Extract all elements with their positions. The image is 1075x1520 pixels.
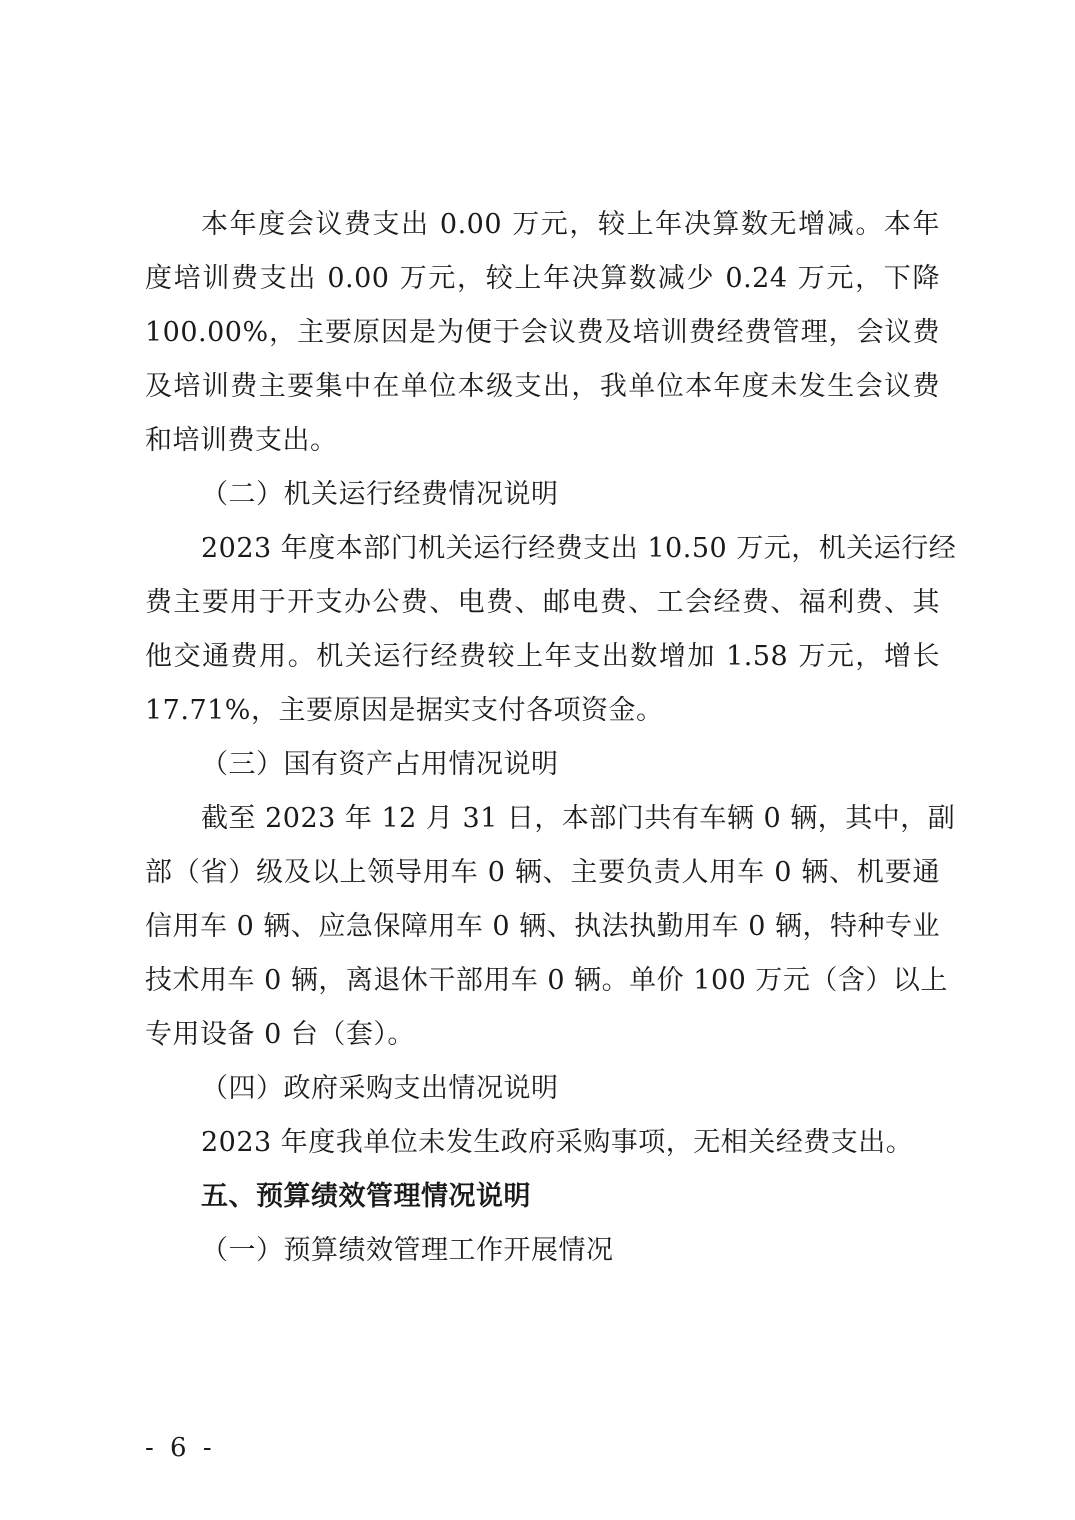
- text-line: 专用设备 0 台（套）。: [145, 1019, 415, 1050]
- text-line: 本年度会议费支出 0.00 万元，较上年决算数无增减。本年: [201, 209, 940, 240]
- text-line: 2023 年度我单位未发生政府采购事项，无相关经费支出。: [201, 1127, 914, 1158]
- text-line: 度培训费支出 0.00 万元，较上年决算数减少 0.24 万元，下降: [145, 263, 940, 294]
- paragraph-meeting-training: [145, 198, 940, 468]
- text-line: 及培训费主要集中在单位本级支出，我单位本年度未发生会议费: [145, 371, 940, 402]
- text-line: 费主要用于开支办公费、电费、邮电费、工会经费、福利费、其: [145, 587, 940, 618]
- heading-operating-expenses: （二）机关运行经费情况说明: [201, 479, 559, 510]
- text-line: 和培训费支出。: [145, 425, 338, 456]
- text-line: 17.71%，主要原因是据实支付各项资金。: [145, 695, 664, 726]
- subsection-title-performance-work: （一）预算绩效管理工作开展情况: [201, 1235, 614, 1266]
- text-line: 100.00%，主要原因是为便于会议费及培训费经费管理，会议费: [145, 317, 940, 348]
- text-line: 技术用车 0 辆，离退休干部用车 0 辆。单价 100 万元（含）以上: [145, 965, 948, 996]
- paragraph-government-procurement: [145, 1116, 940, 1170]
- heading-state-assets: （三）国有资产占用情况说明: [201, 749, 559, 780]
- text-line: 部（省）级及以上领导用车 0 辆、主要负责人用车 0 辆、机要通: [145, 857, 940, 888]
- document-body: [145, 198, 957, 1278]
- paragraph-state-assets: [145, 792, 956, 1062]
- page-number: - 6 -: [145, 1433, 216, 1463]
- section-title-performance: 五、预算绩效管理情况说明: [201, 1181, 531, 1212]
- text-line: 他交通费用。机关运行经费较上年支出数增加 1.58 万元，增长: [145, 641, 940, 672]
- text-line: 截至 2023 年 12 月 31 日，本部门共有车辆 0 辆，其中，副: [201, 803, 956, 834]
- paragraph-operating-expenses: [145, 522, 957, 738]
- text-line: 信用车 0 辆、应急保障用车 0 辆、执法执勤用车 0 辆，特种专业: [145, 911, 941, 942]
- heading-government-procurement: （四）政府采购支出情况说明: [201, 1073, 559, 1104]
- text-line: 2023 年度本部门机关运行经费支出 10.50 万元，机关运行经: [201, 533, 957, 564]
